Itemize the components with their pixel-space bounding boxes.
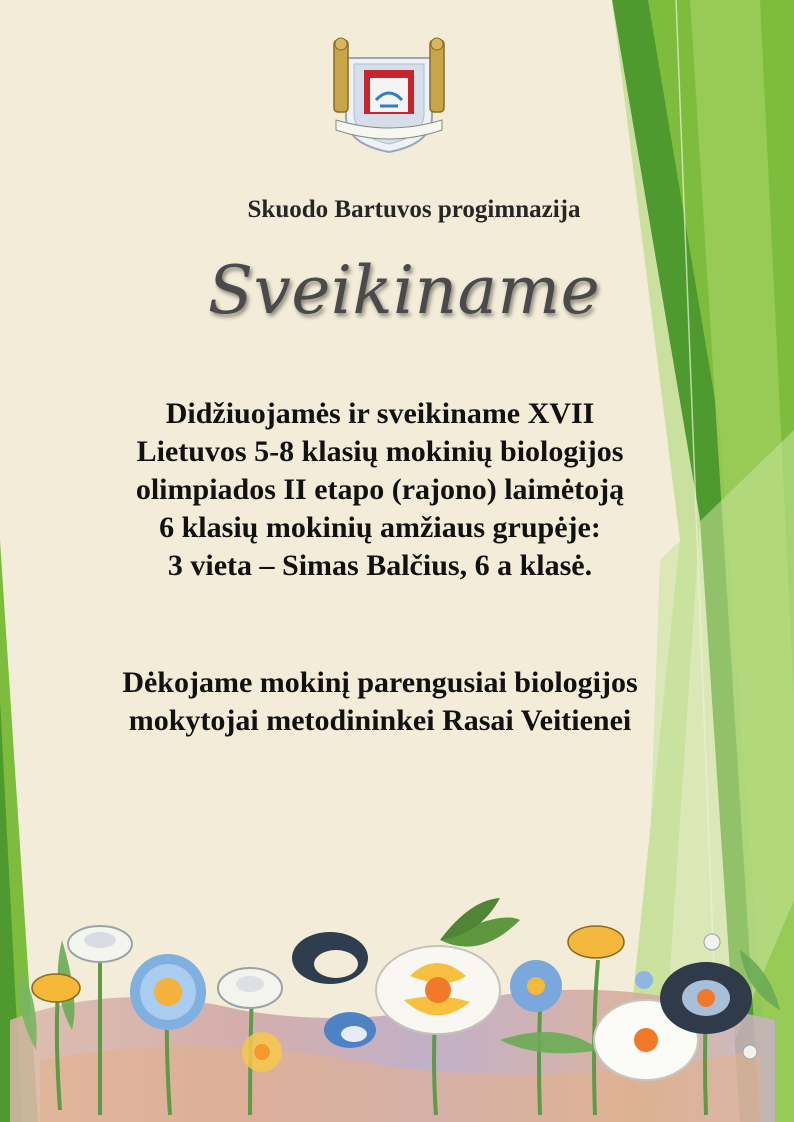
- thanks-message: [40, 664, 720, 740]
- message-line: olimpiados II etapo (rajono) laimėtoją: [135, 473, 625, 506]
- message-line: 6 klasių mokinių amžiaus grupėje:: [159, 511, 601, 544]
- school-name: Skuodo Bartuvos progimnazija: [247, 196, 581, 223]
- message-line: Didžiuojamės ir sveikiname XVII: [165, 397, 595, 430]
- yellow-flower-icon: [32, 974, 80, 1002]
- large-white-flower-icon: [376, 946, 500, 1034]
- flower-decoration: [0, 880, 794, 1122]
- yellow-starburst-icon: [242, 1032, 282, 1072]
- congratulation-message: [40, 395, 720, 585]
- thanks-line: Dėkojame mokinį parengusiai biologijos: [122, 666, 638, 699]
- dark-navy-flower-icon: [660, 962, 752, 1034]
- message-line: Lietuvos 5-8 klasių mokinių biologijos: [136, 435, 624, 468]
- thanks-line: mokytojai metodininkei Rasai Veitienei: [128, 704, 632, 737]
- white-flower-icon: [68, 926, 132, 962]
- dark-ring-flower-icon: [292, 932, 368, 984]
- blue-ring-flower-icon: [324, 1012, 376, 1048]
- headline-sveikiname: Sveikiname: [207, 252, 601, 329]
- orange-tulip-icon: [568, 926, 624, 958]
- white-rose-icon: [218, 968, 282, 1008]
- message-line: 3 vieta – Simas Balčius, 6 a klasė.: [167, 549, 593, 582]
- school-crest-logo: [326, 36, 452, 154]
- blue-daisy-icon: [130, 954, 206, 1030]
- small-blue-flower-icon: [510, 960, 562, 1012]
